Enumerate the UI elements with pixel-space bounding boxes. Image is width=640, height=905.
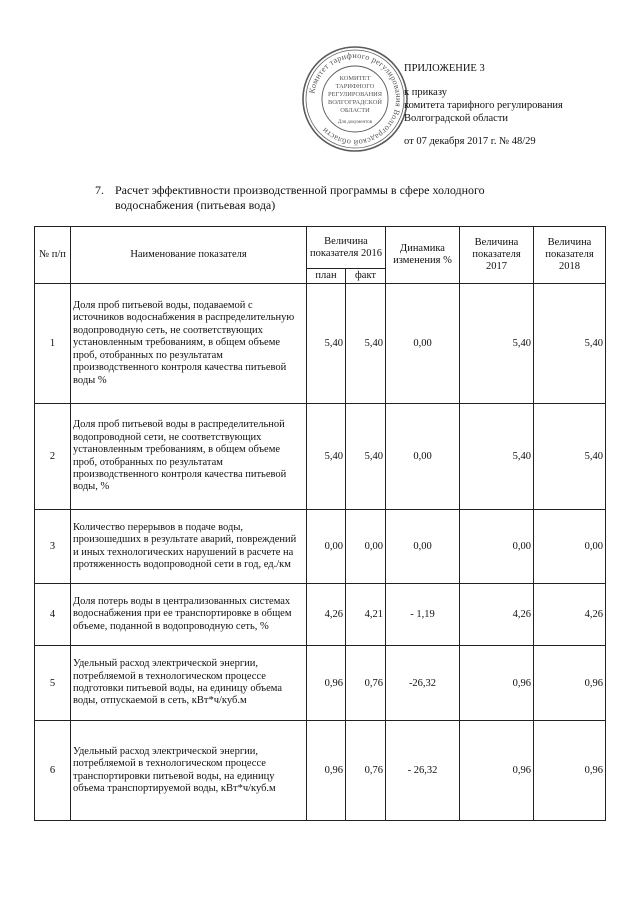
header-value-2017: Величина показателя 2017 — [460, 227, 534, 284]
plan-value: 0,00 — [307, 510, 346, 584]
value-2017: 0,00 — [460, 510, 534, 584]
header-name: Наименование показателя — [71, 227, 307, 284]
row-number: 5 — [35, 646, 71, 721]
dynamics-value: -26,32 — [386, 646, 460, 721]
value-2017: 0,96 — [460, 646, 534, 721]
efficiency-table — [34, 226, 606, 821]
indicator-name: Доля потерь воды в централизованных системах водоснабжения при ее транспортировке в общем объеме, поданной в водопроводную сеть, % — [71, 584, 307, 646]
plan-value: 0,96 — [307, 646, 346, 721]
svg-text:ТАРИФНОГО: ТАРИФНОГО — [335, 83, 375, 90]
section-number: 7. — [95, 183, 104, 197]
value-2017: 5,40 — [460, 404, 534, 510]
value-2018: 5,40 — [534, 404, 606, 510]
row-number: 4 — [35, 584, 71, 646]
dynamics-value: 0,00 — [386, 510, 460, 584]
table-row — [35, 646, 606, 721]
section-title-line2: водоснабжения (питьевая вода) — [115, 198, 276, 212]
appendix-order-line: к приказу — [404, 87, 447, 98]
svg-text:КОМИТЕТ: КОМИТЕТ — [339, 75, 371, 82]
dynamics-value: - 1,19 — [386, 584, 460, 646]
header-dynamics: Динамика изменения % — [386, 227, 460, 284]
value-2018: 0,96 — [534, 646, 606, 721]
appendix-title: ПРИЛОЖЕНИЕ 3 — [404, 63, 485, 74]
indicator-name: Количество перерывов в подаче воды, произошедших в результате аварий, повреждений и иных технологических нарушений в расчете на протяженность водопроводной сети в год, ед./км — [71, 510, 307, 584]
dynamics-value: - 26,32 — [386, 721, 460, 821]
svg-text:ВОЛГОГРАДСКОЙ: ВОЛГОГРАДСКОЙ — [327, 99, 383, 106]
table-row — [35, 584, 606, 646]
fact-value: 5,40 — [346, 284, 386, 404]
indicator-name: Доля проб питьевой воды в распределительной водопроводной сети, не соответствующих установленным требованиям, в общем объеме проб, отобранных по результатам производственного контроля качества питьевой воды, % — [71, 404, 307, 510]
header-value-2018: Величина показателя 2018 — [534, 227, 606, 284]
appendix-date-line: от 07 декабря 2017 г. № 48/29 — [404, 136, 536, 147]
value-2017: 4,26 — [460, 584, 534, 646]
table-row — [35, 510, 606, 584]
dynamics-value: 0,00 — [386, 284, 460, 404]
official-seal — [300, 44, 410, 154]
svg-text:РЕГУЛИРОВАНИЯ: РЕГУЛИРОВАНИЯ — [327, 91, 383, 98]
value-2018: 5,40 — [534, 284, 606, 404]
svg-text:ОБЛАСТИ: ОБЛАСТИ — [340, 107, 370, 114]
plan-value: 5,40 — [307, 404, 346, 510]
row-number: 2 — [35, 404, 71, 510]
row-number: 3 — [35, 510, 71, 584]
appendix-region-line: Волгоградской области — [404, 113, 509, 124]
header-value-2016: Величина показателя 2016 — [307, 227, 386, 269]
plan-value: 4,26 — [307, 584, 346, 646]
appendix-committee-line: комитета тарифного регулирования — [404, 100, 563, 111]
plan-value: 0,96 — [307, 721, 346, 821]
fact-value: 5,40 — [346, 404, 386, 510]
fact-value: 0,00 — [346, 510, 386, 584]
value-2018: 0,00 — [534, 510, 606, 584]
value-2018: 0,96 — [534, 721, 606, 821]
table-row — [35, 404, 606, 510]
value-2018: 4,26 — [534, 584, 606, 646]
plan-value: 5,40 — [307, 284, 346, 404]
fact-value: 0,76 — [346, 646, 386, 721]
svg-text:Для документов: Для документов — [337, 120, 373, 125]
appendix-block — [404, 62, 563, 148]
fact-value: 0,76 — [346, 721, 386, 821]
indicator-name: Доля проб питьевой воды, подаваемой с источников водоснабжения в распределительную водопроводную сеть, не соответствующих установленным требованиям, в общем объеме проб, отобранных по результатам производственного контроля качества питьевой воды % — [71, 284, 307, 404]
fact-value: 4,21 — [346, 584, 386, 646]
dynamics-value: 0,00 — [386, 404, 460, 510]
table-row — [35, 284, 606, 404]
table-row — [35, 721, 606, 821]
row-number: 6 — [35, 721, 71, 821]
svg-text:Комитет тарифного регулировани: Комитет тарифного регулирования Волгоградской области — [307, 50, 404, 148]
value-2017: 5,40 — [460, 284, 534, 404]
header-plan: план — [307, 269, 346, 284]
indicator-name: Удельный расход электрической энергии, потребляемой в технологическом процессе подготовки питьевой воды, на единицу объема воды, отпускаемой в сеть, кВт*ч/куб.м — [71, 646, 307, 721]
row-number: 1 — [35, 284, 71, 404]
header-num: № п/п — [35, 227, 71, 284]
section-title-line1: Расчет эффективности производственной программы в сфере холодного — [115, 183, 485, 197]
indicator-name: Удельный расход электрической энергии, потребляемой в технологическом процессе транспортировки питьевой воды, на единицу объема транспортируемой воды, кВт*ч/куб.м — [71, 721, 307, 821]
header-fact: факт — [346, 269, 386, 284]
section-heading — [95, 183, 575, 213]
value-2017: 0,96 — [460, 721, 534, 821]
